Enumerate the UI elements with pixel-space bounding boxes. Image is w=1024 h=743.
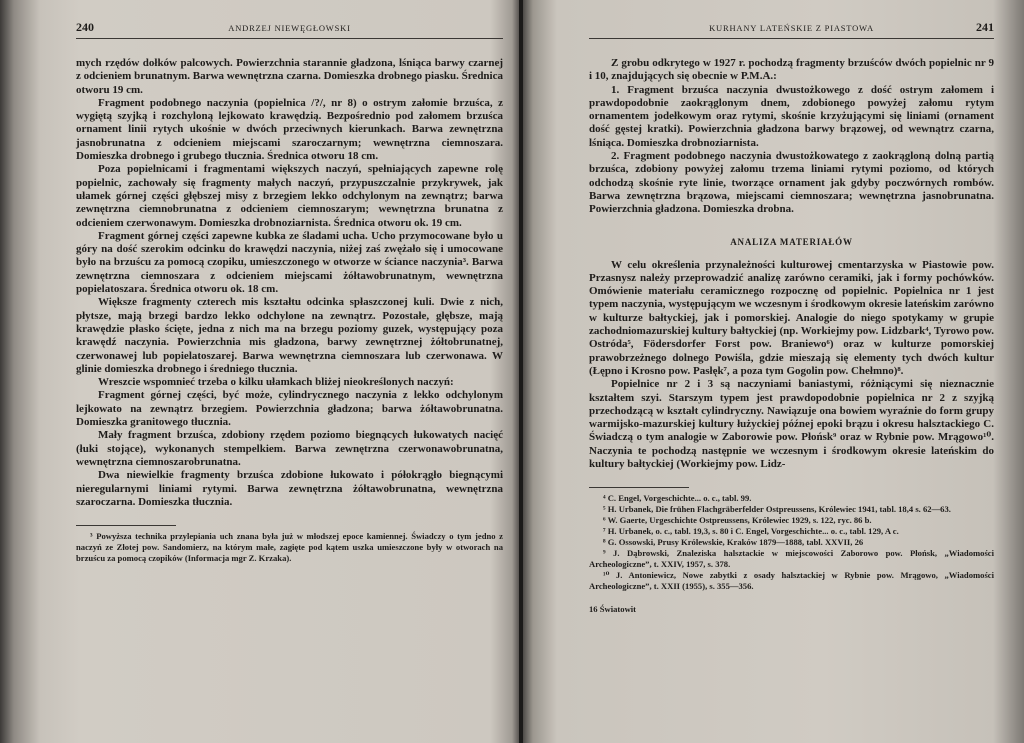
right-running-header — [589, 18, 994, 39]
left-running-header — [76, 18, 503, 39]
footnote-divider — [76, 525, 176, 526]
left-running-head: ANDRZEJ NIEWĘGŁOWSKI — [228, 23, 351, 33]
footnote: ³ Powyższa technika przylepiania uch znana była już w młodszej epoce kamiennej. Świadczy o tym jedno z naczyń ze Złotej pow. Sandomierz, na którym małe, zagięte pod kątem uszka umieszczone były w otworach na brzuścu za pomocą czopików (Informacja mgr Z. Krzaka). — [76, 531, 503, 564]
paragraph: Popielnice nr 2 i 3 są naczyniami baniastymi, różniącymi się nieznacznie kształtem szyi. Starszym typem jest prawdopodobnie popielnica nr 2 z szyjką przechodzącą w kształt cylindryczny. Nawiązuje ona bowiem wyraźnie do form grupy warmijsko-mazurskiej kultury łużyckiej późnej epoki brązu i okresu halsztackiego C. Świadczą o tym analogie w Zaborowie pow. Płońsk⁹ oraz w Rybnie pow. Mrągowo¹⁰. Naczynia te pochodzą następnie we wczesnym i środkowym okresie lateńskim do kultury bałtyckiej (Workiejmy pow. Lidz- — [589, 378, 994, 471]
right-page — [523, 0, 1024, 743]
paragraph: Z grobu odkrytego w 1927 r. pochodzą fragmenty brzuśców dwóch popielnic nr 9 i 10, znajdujących się obecnie w P.M.A.: — [589, 57, 994, 83]
printer-signature: 16 Światowit — [589, 604, 637, 615]
footnote: ⁹ J. Dąbrowski, Znaleziska halsztackie w miejscowości Zaborowo pow. Płońsk, „Wiadomości Archeologiczne”, t. XXIV, 1957, s. 378. — [589, 548, 994, 570]
paragraph: Fragment górnej części, być może, cylindrycznego naczynia z lekko odchylonym lejkowato na zewnątrz brzegiem. Powierzchnia gładzona; barwa żółtawobrunatna. Domieszka granitowego tłucznia. — [76, 389, 503, 429]
paragraph: Fragment górnej części zapewne kubka ze śladami ucha. Ucho przymocowane było u góry na dość szerokim odcinku do krawędzi naczynia, niżej zaś zwężało się i umocowane było na brzuścu za pomocą czopiku, umieszczonego w otworze w ściance naczynia³. Barwa zewnętrzna ciemnoszara z odcieniem miejscami żółtawobrunatnym, wewnętrzna popielatoszara. Średnica otworu ok. 18 cm. — [76, 229, 503, 296]
paragraph: Fragment podobnego naczynia (popielnica /?/, nr 8) o ostrym załomie brzuśca, z wygiętą szyjką i rozchyloną lejkowato krawędzią. Bezpośrednio pod załomem brzuśca ornament linii rytych ukośnie w dwóch przeciwnych kierunkach. Barwa zewnętrzna jasnobrunatna z odcieniem miejscami szaroczarnym; wewnętrzna ciemnoszara. Domieszka drobnego i grubego tłucznia. Średnica otworu 18 cm. — [76, 96, 503, 163]
paragraph: W celu określenia przynależności kulturowej cmentarzyska w Piastowie pow. Przasnysz należy przeprowadzić analizę zarówno ceramiki, jak i formy pochówków. Omówienie materiału ceramicznego rozpocznę od popielnic. Popielnica nr 1 jest typem naczynia, występującym we wczesnym i środkowym okresie lateńskim zarówno w kulturze bałtyckiej, jak i pomorskiej. Analogie do niego spotykamy w grupie zachodniomazurskiej kultury bałtyckiej (np. Workiejmy pow. Lidzbark⁴, Tyrowo pow. Ostróda⁵, Födersdorfer Forst pow. Braniewo⁶) oraz w kulturze pomorskiej prawobrzeżnego dolnego Powiśla, gdzie mieszają się elementy tych dwóch kultur (Łępno i Krosno pow. Pasłęk⁷, a poza tym Gogolin pow. Chełmno)⁸. — [589, 258, 994, 377]
footnote: ⁵ H. Urbanek, Die frühen Flachgräberfelder Ostpreussens, Królewiec 1941, tabl. 18,4 s. 62—63. — [603, 504, 951, 515]
paragraph: 2. Fragment podobnego naczynia dwustożkowatego z zaokrągloną dolną partią brzuśca, zdobiony powyżej załomu trzema liniami rytymi poziomo, od których odchodzą skośnie ryte linie, tworzące ornament jak gdyby poczwórnych rombów. Barwa zewnętrzna brązowa, miejscami ciemnoszara; wewnętrzna jasnobrunatna. Powierzchnia gładzona. Domieszka drobna. — [589, 150, 994, 216]
footnote: ⁴ C. Engel, Vorgeschichte... o. c., tabl. 99. — [603, 493, 752, 504]
right-page-number: 241 — [976, 20, 994, 34]
paragraph: Mały fragment brzuśca, zdobiony rzędem poziomo biegnących łukowatych nacięć (łuki stojące), wykonanych stempelkiem. Barwa zewnętrzna czerwonawobrunatna, wewnętrzna ciemnoszarobrunatna. — [76, 429, 503, 468]
footnote: ⁷ H. Urbanek, o. c., tabl. 19,3, s. 80 i C. Engel, Vorgeschichte... o. c., tabl. 129, A c. — [603, 526, 899, 537]
paragraph: Wreszcie wspomnieć trzeba o kilku ułamkach bliżej nieokreślonych naczyń: — [98, 376, 454, 389]
paragraph: mych rzędów dołków palcowych. Powierzchnia starannie gładzona, lśniąca barwy czarnej z odcieniem brunatnym. Barwa wewnętrzna czarna. Domieszka drobnego piasku. Średnica otworu 19 cm. — [76, 57, 503, 96]
right-running-head: KURHANY LATEŃSKIE Z PIASTOWA — [709, 23, 874, 33]
left-page-number: 240 — [76, 20, 94, 34]
paragraph: Poza popielnicami i fragmentami większych naczyń, spełniających zapewne rolę popielnic, zachowały się fragmenty małych naczyń, przypuszczalnie przykrywek, jak ułamek górnej części głębszej misy z brzegiem lekko odchylonym na zewnątrz; barwa zewnętrzna ciemnobrunatna z odcieniem ciemnoszarym; wewnętrzna brunatna z odcieniem czerwonawym. Domieszka drobnoziarnista. Średnica otworu ok. 19 cm. — [76, 163, 503, 229]
paragraph: Większe fragmenty czterech mis kształtu odcinka spłaszczonej kuli. Dwie z nich, płytsze, mają brzegi bardzo lekko odchylone na zewnątrz. Pozostałe, głębsze, mają krawędzie płasko ścięte, jedna z nich ma na brzegu poziomy guzek, występujący poza krawędź naczynia. Powierzchnia mis gładzona, barwy zewnętrznej żółtobrunatnej, czerwonawej lub popielatoszarej. Barwa wewnętrzna ciemnoszara lub czerwonawa. W glinie domieszka drobnego i średniego tłucznia. — [76, 296, 503, 375]
footnote-divider — [589, 487, 689, 488]
section-title: ANALIZA MATERIAŁÓW — [730, 236, 853, 247]
paragraph: Dwa niewielkie fragmenty brzuśca zdobione łukowato i półokrągło biegnącymi nieregularnymi liniami rytymi. Barwa zewnętrzna żółtawobrunatna, wewnętrzna szaroczarna. Domieszka tłucznia. — [76, 469, 503, 508]
footnote: ¹⁰ J. Antoniewicz, Nowe zabytki z osady halsztackiej w Rybnie pow. Mrągowo, „Wiadomości Archeologiczne”, t. XXII (1955), s. 355—356. — [589, 570, 994, 592]
footnote: ⁶ W. Gaerte, Urgeschichte Ostpreussens, Królewiec 1929, s. 122, ryc. 86 b. — [603, 515, 872, 526]
footnote: ⁸ G. Ossowski, Prusy Królewskie, Kraków 1879—1888, tabl. XXVII, 26 — [603, 537, 864, 548]
paragraph: 1. Fragment brzuśca naczynia dwustożkowego z dość ostrym załomem i prawdopodobnie zaokrąglonym dnem, zdobionego powyżej załomu rytym ornamentem jodełkowym oraz rytymi, skośnie krzyżującymi się liniami (ornament dość gęstej kratki). Powierzchnia gładzona barwy brązowej, od wewnątrz czarna, lśniąca. Domieszka drobnoziarnista. — [589, 83, 994, 149]
